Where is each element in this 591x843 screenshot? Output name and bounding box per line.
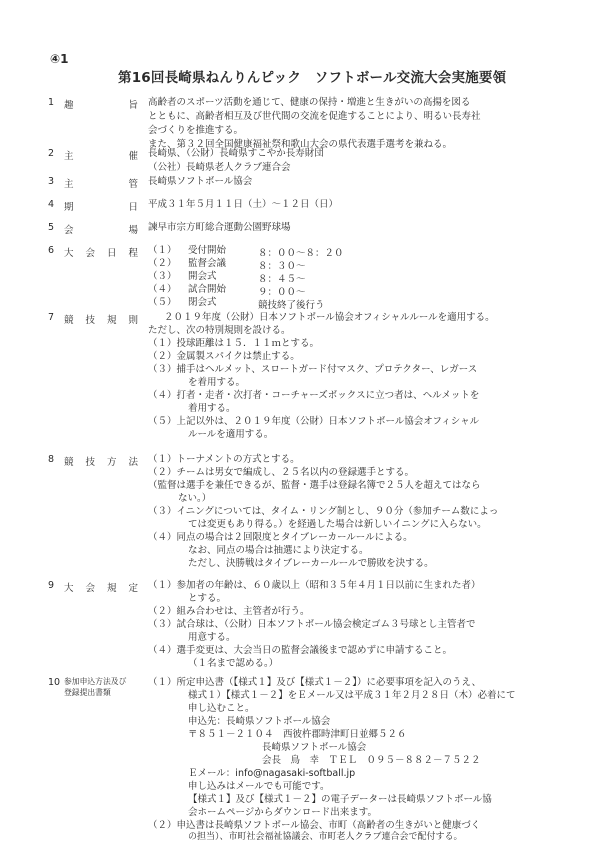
- section-1-line: また、第３２回全国健康福祉祭和歌山大会の県代表選手選考を兼ねる。: [148, 139, 453, 150]
- schedule-item-time: ９：００～: [258, 287, 306, 298]
- schedule-item-no: （３）: [148, 271, 177, 282]
- section-10-line: （２）申込書は長崎県ソフトボール協会、市町（高齢者の生きがいと健康づく: [148, 820, 481, 831]
- section-10-line: 長崎県ソフトボール協会: [262, 742, 367, 753]
- schedule-item-name: 受付開始: [188, 245, 227, 256]
- section-2-line: （公社）長崎県老人クラブ連合会: [148, 162, 291, 173]
- section-1-line: 高齢者のスポーツ活動を通じて、健康の保持・増進と生きがいの高揚を図る: [148, 97, 471, 108]
- schedule-item-no: （１）: [148, 245, 177, 256]
- section-7-line: （１）投球距離は１５．１１ｍとする。: [148, 338, 320, 349]
- section-10-line: 申し込むこと。: [188, 703, 255, 714]
- section-number-8: 8: [48, 454, 55, 465]
- section-7-line: ただし、次の特別規則を設ける。: [148, 325, 291, 336]
- section-number-10: 10: [48, 677, 61, 688]
- section-10-line: （１）所定申込書（【様式１】及び【様式１－２】）に必要事項を記入のうえ、: [148, 677, 482, 688]
- section-8-line: （１）トーナメントの方式とする。: [148, 454, 300, 465]
- section-8-line: ただし、決勝戦はタイブレーカールールで勝敗を決する。: [188, 558, 434, 569]
- section-number-1: 1: [48, 97, 55, 108]
- section-label-8: 競 技 方 法: [64, 457, 138, 468]
- section-7-line: ルールを適用する。: [188, 429, 274, 440]
- section-8-line: （監督は選手を兼任できるが、監督・選手は登録名簿で２５人を超えてはなら: [148, 480, 481, 491]
- schedule-item-time: ８：００～８：２０: [258, 248, 344, 259]
- section-7-line: （３）捕手はヘルメット、スロートガード付マスク、プロテクター、レガース: [148, 364, 478, 375]
- section-8-line: （４）同点の場合は２回限度とタイブレーカールールによる。: [148, 532, 413, 543]
- section-9-line: （４）選手変更は、大会当日の監督会議後まで認めずに申請すること。: [148, 645, 453, 656]
- schedule-item-no: （５）: [148, 297, 177, 308]
- section-7-line: 着用する。: [188, 403, 236, 414]
- page-number: ④1: [50, 52, 69, 66]
- section-10-line: 【様式１】及び【様式１－２】の電子データーは長崎県ソフトボール協: [188, 794, 492, 805]
- section-number-5: 5: [48, 222, 55, 233]
- section-number-6: 6: [48, 245, 55, 256]
- section-number-7: 7: [48, 312, 55, 323]
- section-9-line: （３）試合球は、（公財）日本ソフトボール協会検定ゴム３号球とし主管者で: [148, 619, 476, 630]
- section-7-line: ２０１９年度（公財）日本ソフトボール協会オフィシャルルールを適用する。: [164, 312, 495, 323]
- section-number-3: 3: [48, 176, 55, 187]
- schedule-item-name: 監督会議: [188, 258, 227, 269]
- section-7-line: （５）上記以外は、２０１９年度（公財）日本ソフトボール協会オフィシャル: [148, 416, 480, 427]
- section-label-9: 大 会 規 定: [64, 583, 138, 594]
- section-5-line: 諫早市宗方町総合運動公園野球場: [148, 222, 291, 233]
- section-9-line: （２）組み合わせは、主管者が行う。: [148, 606, 310, 617]
- schedule-item-time: ８：４５～: [258, 274, 306, 285]
- section-9-line: （１名まで認める。）: [188, 658, 279, 669]
- section-number-2: 2: [48, 148, 55, 159]
- section-8-line: （３）イニングについては、タイム・リング制とし、９０分（参加チーム数によっ: [148, 506, 499, 517]
- section-label-2: 主 催: [64, 151, 138, 162]
- section-label-10: 参加申込方法及び 登録提出書類: [64, 677, 127, 697]
- schedule-item-no: （２）: [148, 258, 177, 269]
- section-10-line: 〒８５１－２１０４ 西彼杵郡時津町日並郷５２６: [188, 729, 407, 740]
- section-7-line: を着用する。: [188, 377, 246, 388]
- section-label-3: 主 管: [64, 179, 138, 190]
- schedule-item-time: ８：３０～: [258, 261, 306, 272]
- section-3-line: 長崎県ソフトボール協会: [148, 176, 253, 187]
- section-10-line: の担当）、市町社会福祉協議会、市町老人クラブ連合会で配付する。: [188, 832, 463, 842]
- section-10-line: 様式１）【様式１－２】をＥメール又は平成３１年２月２８日（木）必着にて: [188, 690, 516, 701]
- section-label-4: 期 日: [64, 202, 138, 213]
- section-9-line: （１）参加者の年齢は、６０歳以上（昭和３５年４月１日以前に生まれた者）: [148, 580, 481, 591]
- schedule-item-name: 試合開始: [188, 284, 227, 295]
- section-label-7: 競 技 規 則: [64, 315, 138, 326]
- section-8-line: ない。）: [178, 493, 212, 504]
- contact-email: Ｅメール：info@nagasaki-softball.jp: [188, 768, 356, 779]
- schedule-item-name: 閉会式: [188, 297, 217, 308]
- section-number-4: 4: [48, 199, 55, 210]
- section-7-line: （４）打者・走者・次打者・コーチャーズボックスに立つ者は、ヘルメットを: [148, 390, 480, 401]
- section-10-line: 会長 鳥 幸 ＴＥＬ ０９５－８８２－７５２２: [262, 755, 481, 766]
- section-8-line: （２）チームは男女で編成し、２５名以内の登録選手とする。: [148, 467, 415, 478]
- section-label-6: 大 会 日 程: [64, 248, 138, 259]
- section-number-9: 9: [48, 580, 55, 591]
- section-9-line: 用意する。: [188, 632, 236, 643]
- schedule-item-name: 開会式: [188, 271, 217, 282]
- section-10-line: 会ホームページからダウンロード出来ます。: [188, 807, 378, 818]
- section-9-line: とする。: [188, 593, 227, 604]
- section-10-line: 申込先：長崎県ソフトボール協会: [188, 716, 331, 727]
- section-7-line: （２）金属製スパイクは禁止する。: [148, 351, 300, 362]
- section-label-1: 趣 旨: [64, 100, 138, 111]
- section-8-line: なお、同点の場合は抽選により決定する。: [188, 545, 369, 556]
- section-1-line: とともに、高齢者相互及び世代間の交流を促進することにより、明るい長寿社: [148, 111, 481, 122]
- section-1-line: 会づくりを推進する。: [148, 125, 244, 136]
- document-title: 第16回長崎県ねんりんピック ソフトボール交流大会実施要領: [118, 70, 507, 86]
- section-8-line: ては変更もあり得る。）を経過した場合は新しいイニングに入らない。: [188, 519, 487, 530]
- section-2-line: 長崎県、（公財）長崎県すこやか長寿財団: [148, 148, 324, 159]
- schedule-item-time: 競技終了後行う: [258, 300, 325, 311]
- section-4-line: 平成３１年５月１１日（土）～１２日（日）: [148, 199, 339, 210]
- schedule-item-no: （４）: [148, 284, 177, 295]
- section-10-line: 申し込みはメールでも可能です。: [188, 781, 330, 792]
- section-label-5: 会 場: [64, 225, 138, 236]
